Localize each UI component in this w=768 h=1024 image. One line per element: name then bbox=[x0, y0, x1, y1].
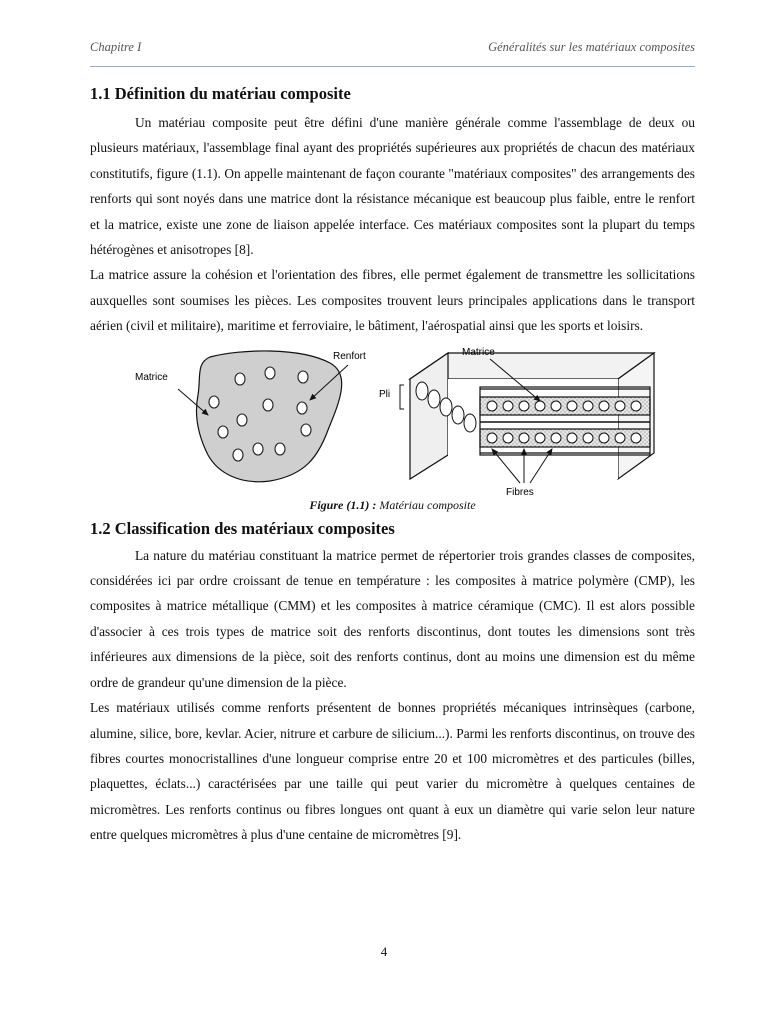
renfort-label: Renfort bbox=[333, 350, 366, 362]
running-title: Généralités sur les matériaux composites bbox=[488, 40, 695, 54]
right-matrice-label: Matrice bbox=[462, 346, 495, 358]
caption-label: Figure (1.1) : bbox=[309, 497, 377, 512]
section-2-paragraph-1: La nature du matériau constituant la matrice permet de répertorier trois grandes classes de composites, considérées ici par ordre croissant de tenue en température : les composites à matrice polymère (CMP), les composites à matrice métallique (CMM) et les composites à matrice céramique (CMC). Il est alors possible d'associer à ces trois types de matrice soit des renforts discontinus, dont toutes les dimensions sont très inférieures aux dimensions de la pièce, soit des renforts continus, dont au moins une dimension est du même ordre de grandeur qu'une dimension de la pièce. bbox=[90, 547, 695, 690]
chapter-label: Chapitre I bbox=[90, 40, 142, 54]
section-2-paragraph-2: Les matériaux utilisés comme renforts présentent de bonnes propriétés mécaniques intrinsèques (carbone, alumine, silice, bore, kevlar. Acier, nitrure et carbure de silicium...). Parmi les renforts discontinus, on trouve des fibres courtes monocristallines d'une longueur comprise entre 20 et 100 micromètres et des particules (billes, plaquettes, éclats...) caractérisées par une taille qui peut varier du micromètre à quelques centaines de micromètres. Les renforts continus ou fibres longues ont quant à eux un diamètre qui varie selon leur nature entre quelques micromètres à plus d'une centaine de micromètres [9]. bbox=[90, 700, 695, 843]
section-2-heading: 1.2 Classification des matériaux composites bbox=[90, 518, 395, 538]
section-1-heading: 1.1 Définition du matériau composite bbox=[90, 84, 351, 103]
section-1-paragraph-2: La matrice assure la cohésion et l'orientation des fibres, elle permet également de transmettre les sollicitations auxquelles sont soumises les pièces. Les composites trouvent leurs principales applications dans le transport aérien (civil et militaire), maritime et ferroviaire, le bâtiment, l'aérospatial ainsi que les sports et loisirs. bbox=[90, 267, 695, 334]
running-header bbox=[90, 40, 695, 55]
fibres-label: Fibres bbox=[506, 486, 534, 497]
figure-1-1 bbox=[90, 345, 695, 497]
composite-illustration bbox=[90, 345, 695, 497]
caption-text: Matériau composite bbox=[379, 497, 476, 512]
left-matrice-label: Matrice bbox=[135, 371, 168, 383]
page-number: 4 bbox=[380, 944, 388, 959]
figure-caption bbox=[90, 497, 695, 513]
header-rule bbox=[90, 66, 695, 67]
pli-label: Pli bbox=[379, 388, 391, 400]
page-content bbox=[90, 82, 695, 848]
section-1-paragraph-1: Un matériau composite peut être défini d'une manière générale comme l'assemblage de deux ou plusieurs matériaux, l'assemblage final ayant des propriétés supérieures aux propriétés de chacun des matériaux constitutifs, figure (1.1). On appelle maintenant de façon courante "matériaux composites" des arrangements des renforts qui sont noyés dans une matrice dont la résistance mécanique est beaucoup plus faible, entre le renfort et la matrice, existe une zone de liaison appelée interface. Ces matériaux composites sont la plupart du temps hétérogènes et anisotropes [8]. bbox=[90, 115, 695, 258]
